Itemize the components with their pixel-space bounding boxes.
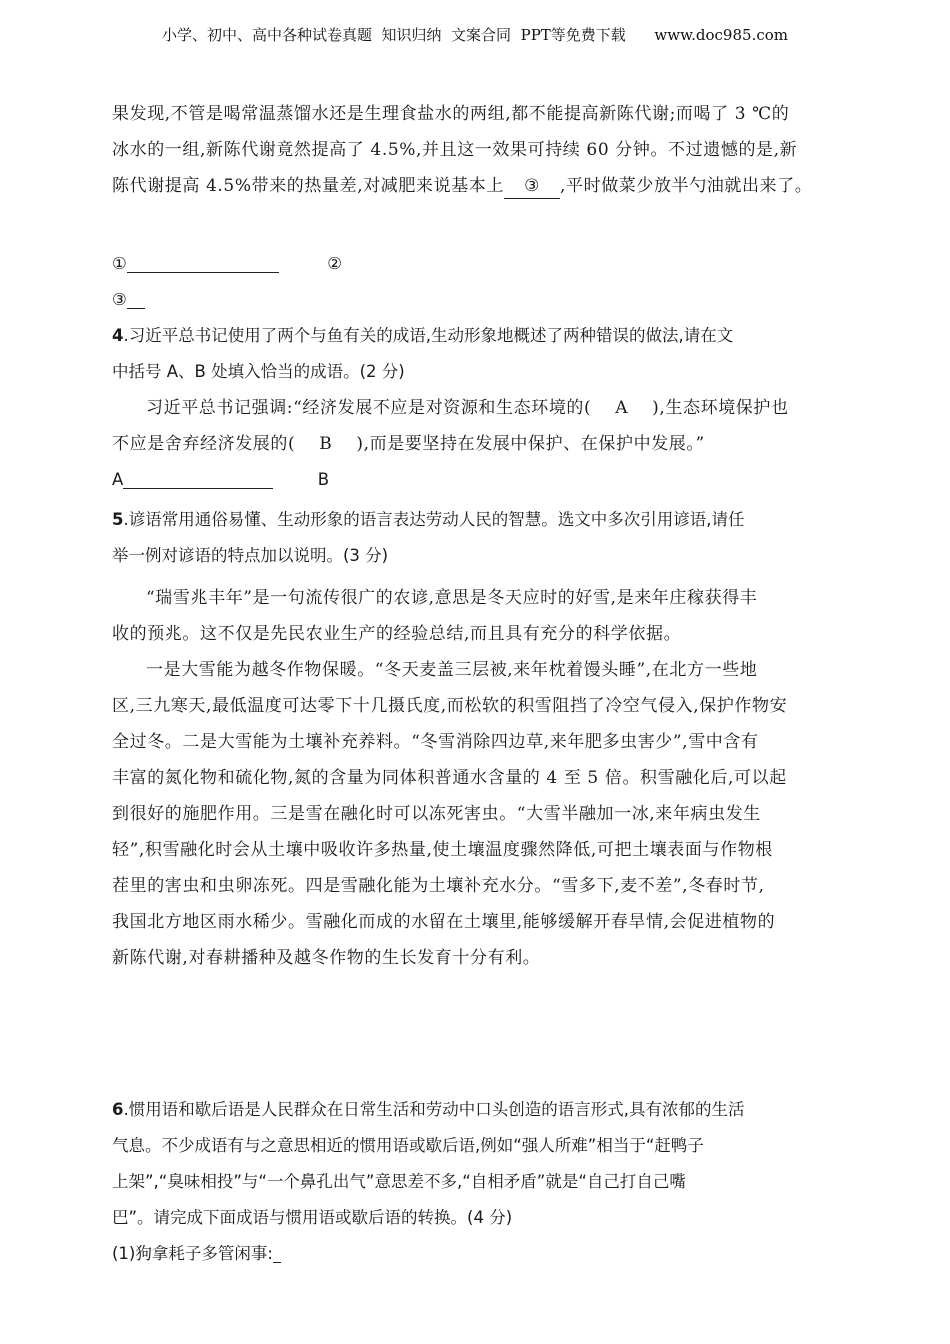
question-5 [112,502,842,976]
passage-line: 区,三九寒天,最低温度可达零下十几摄氏度,而松软的积雪阻挡了冷空气侵入,保护作物安 [112,696,788,716]
passage-line: 我国北方地区雨水稀少。雪融化而成的水留在土壤里,能够缓解开春旱情,会促进植物的 [112,912,776,932]
passage-line [112,168,842,204]
question-stem [112,1092,842,1128]
passage-line: 轻”,积雪融化时会从土壤中吸收许多热量,使土壤温度骤然降低,可把土壤表面与作物根 [112,840,773,860]
passage-line: 一是大雪能为越冬作物保暖。“冬天麦盖三层被,来年枕着馒头睡”,在北方一些地 [146,660,758,680]
quote-line: 习近平总书记强调:“经济发展不应是对资源和生态环境的( A ),生态环境保护也 [146,398,789,418]
page-header-banner: 小学、初中、高中各种试卷真题 知识归纳 文案合同 PPT等免费下载 www.doc985.com [161,26,788,44]
passage-line: 冰水的一组,新陈代谢竟然提高了 4.5%,并且这一效果可持续 60 分钟。不过遗憾的是,新 [112,140,798,160]
passage-continuation [112,96,842,204]
question-stem [112,318,842,354]
question-number: 6 [112,1100,124,1119]
question-6 [112,1092,842,1272]
answer-label-1: ① [112,254,127,273]
question-stem [112,502,842,538]
answer-label-2: ② [327,254,343,273]
passage-line: 全过冬。二是大雪能为土壤补充养料。“冬雪消除四边草,来年肥多虫害少”,雪中含有 [112,732,759,752]
sub-question-1 [112,1236,842,1272]
answer-row [112,462,842,498]
answer-blank-a[interactable] [123,466,273,489]
question-text: .习近平总书记使用了两个与鱼有关的成语,生动形象地概述了两种错误的做法,请在文 [123,326,734,345]
question-text: 中括号 A、B 处填入恰当的成语。(2 分) [112,362,405,381]
sub-question-text: (1)狗拿耗子多管闲事: [112,1244,273,1263]
question-text: 气息。不少成语有与之意思相近的惯用语或歇后语,例如“强人所难”相当于“赶鸭子 [112,1136,704,1155]
question-text: 举一例对谚语的特点加以说明。(3 分) [112,546,389,565]
question-4 [112,318,842,498]
passage-text: 陈代谢提高 4.5%带来的热量差,对减肥来说基本上 [112,176,504,196]
passage-line: 丰富的氮化物和硫化物,氮的含量为同体积普通水含量的 4 至 5 倍。积雪融化后,可以起 [112,768,787,788]
blank-3-marker: ③ [504,174,560,199]
passage-line: 果发现,不管是喝常温蒸馏水还是生理食盐水的两组,都不能提高新陈代谢;而喝了 3 ℃的 [112,104,790,124]
question-text: 巴”。请完成下面成语与惯用语或歇后语的转换。(4 分) [112,1208,513,1227]
answer-row [112,246,842,282]
answer-label-b: B [317,470,330,489]
question-text: .谚语常用通俗易懂、生动形象的语言表达劳动人民的智慧。选文中多次引用谚语,请任 [123,510,745,529]
answer-blank-6-1[interactable] [273,1240,281,1263]
passage-text: ,平时做菜少放半勺油就出来了。 [560,176,813,196]
question-number: 5 [112,510,124,529]
passage-line: 茬里的害虫和虫卵冻死。四是雪融化能为土壤补充水分。“雪多下,麦不差”,冬春时节, [112,876,765,896]
answer-area-q3 [112,246,842,318]
passage-line: 到很好的施肥作用。三是雪在融化时可以冻死害虫。“大雪半融加一冰,来年病虫发生 [112,804,761,824]
answer-blank-1[interactable] [127,250,279,273]
answer-row [112,282,842,318]
answer-label-3: ③ [112,290,127,309]
question-text: 上架”,“臭味相投”与“一个鼻孔出气”意思差不多,“自相矛盾”就是“自己打自己嘴 [112,1172,686,1191]
passage-line: “瑞雪兆丰年”是一句流传很广的农谚,意思是冬天应时的好雪,是来年庄稼获得丰 [146,588,758,608]
passage-line: 新陈代谢,对春耕播种及越冬作物的生长发育十分有利。 [112,948,541,968]
question-number: 4 [112,326,124,345]
answer-blank-3[interactable] [127,286,145,309]
quote-line: 不应是舍弃经济发展的( B ),而是要坚持在发展中保护、在保护中发展。” [112,434,705,454]
answer-label-a: A [112,470,124,489]
passage-line: 收的预兆。这不仅是先民农业生产的经验总结,而且具有充分的科学依据。 [112,624,682,644]
question-text: .惯用语和歇后语是人民群众在日常生活和劳动中口头创造的语言形式,具有浓郁的生活 [123,1100,745,1119]
